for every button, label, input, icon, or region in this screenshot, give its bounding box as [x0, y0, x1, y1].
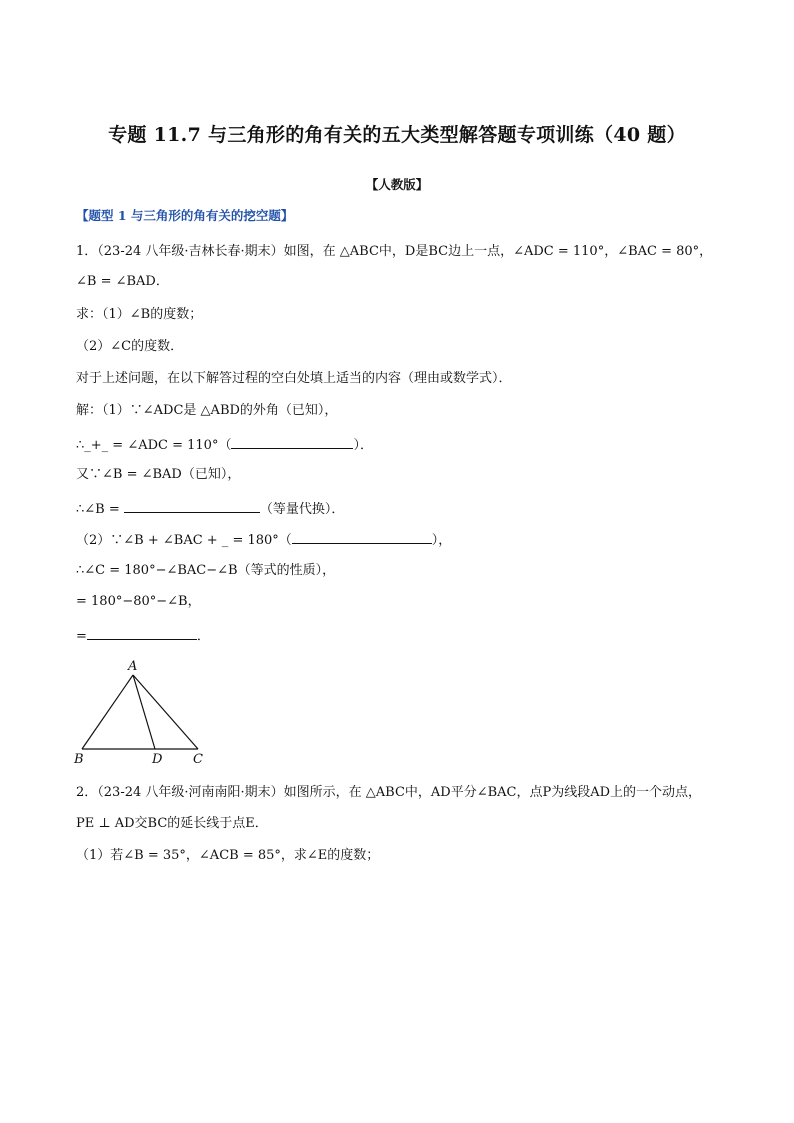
q1-line-7 — [76, 435, 373, 454]
vertex-c-label: C — [193, 752, 203, 767]
q1-line-6: 解：（1）∵∠ADC是 △ABD的外角（已知）， — [76, 403, 338, 418]
q1-line-9-text: ∴∠B = — [76, 502, 124, 517]
q1-line-2: ∠B = ∠BAD． — [76, 274, 169, 289]
q2-line-3: （1）若∠B = 35°，∠ACB = 85°，求∠E的度数； — [76, 848, 380, 863]
triangle-figure — [70, 655, 220, 767]
answer-blank[interactable] — [231, 435, 353, 449]
answer-blank[interactable] — [292, 530, 432, 544]
vertex-d-label: D — [152, 752, 163, 767]
q1-line-10-text: （2）∵∠B + ∠BAC + _ = 180°（ — [76, 533, 292, 548]
q1-line-10 — [76, 530, 451, 549]
q1-line-7-text: ∴_+_ = ∠ADC = 110°（ — [76, 438, 232, 453]
section-heading: 【题型 1 与三角形的角有关的挖空题】 — [76, 208, 294, 223]
q1-line-4: （2）∠C的度数． — [76, 339, 184, 354]
answer-blank[interactable] — [124, 499, 260, 513]
q1-line-3: 求：（1）∠B的度数； — [76, 307, 203, 322]
q1-line-12: = 180°−80°−∠B， — [76, 594, 201, 609]
q1-line-7-end: ）． — [353, 438, 373, 453]
q1-line-9 — [76, 499, 344, 518]
page-title: 专题 11.7 与三角形的角有关的五大类型解答题专项训练（40 题） — [108, 124, 686, 146]
q1-line-1: 1．（23-24 八年级·吉林长春·期末）如图，在 △ABC中，D是BC边上一点，∠ADC = 110°，∠BAC = 80°， — [76, 244, 713, 259]
q1-line-13 — [76, 626, 210, 645]
edge-ab — [82, 675, 133, 749]
edge-ac — [133, 675, 198, 749]
answer-blank[interactable] — [87, 626, 197, 640]
q1-line-5: 对于上述问题，在以下解答过程的空白处填上适当的内容（理由或数学式）． — [76, 371, 512, 386]
vertex-b-label: B — [74, 752, 84, 767]
q1-line-13-end: ． — [196, 629, 210, 644]
q1-line-13-text: = — [76, 629, 87, 644]
segment-ad — [133, 675, 155, 749]
vertex-a-label: A — [128, 659, 138, 674]
q1-line-10-end: ）， — [431, 533, 452, 548]
q1-line-8: 又∵∠B = ∠BAD（已知）， — [76, 467, 241, 482]
q1-line-9-end: （等量代换）． — [259, 502, 345, 517]
q2-line-1: 2．（23-24 八年级·河南南阳·期末）如图所示，在 △ABC中，AD平分∠BAC，点P为线段AD上的一个动点， — [76, 785, 702, 800]
q1-line-11: ∴∠C = 180°−∠BAC−∠B（等式的性质）， — [76, 563, 336, 578]
edition-label: 【人教版】 — [365, 177, 429, 192]
q2-line-2: PE ⊥ AD交BC的延长线于点E． — [76, 816, 268, 831]
